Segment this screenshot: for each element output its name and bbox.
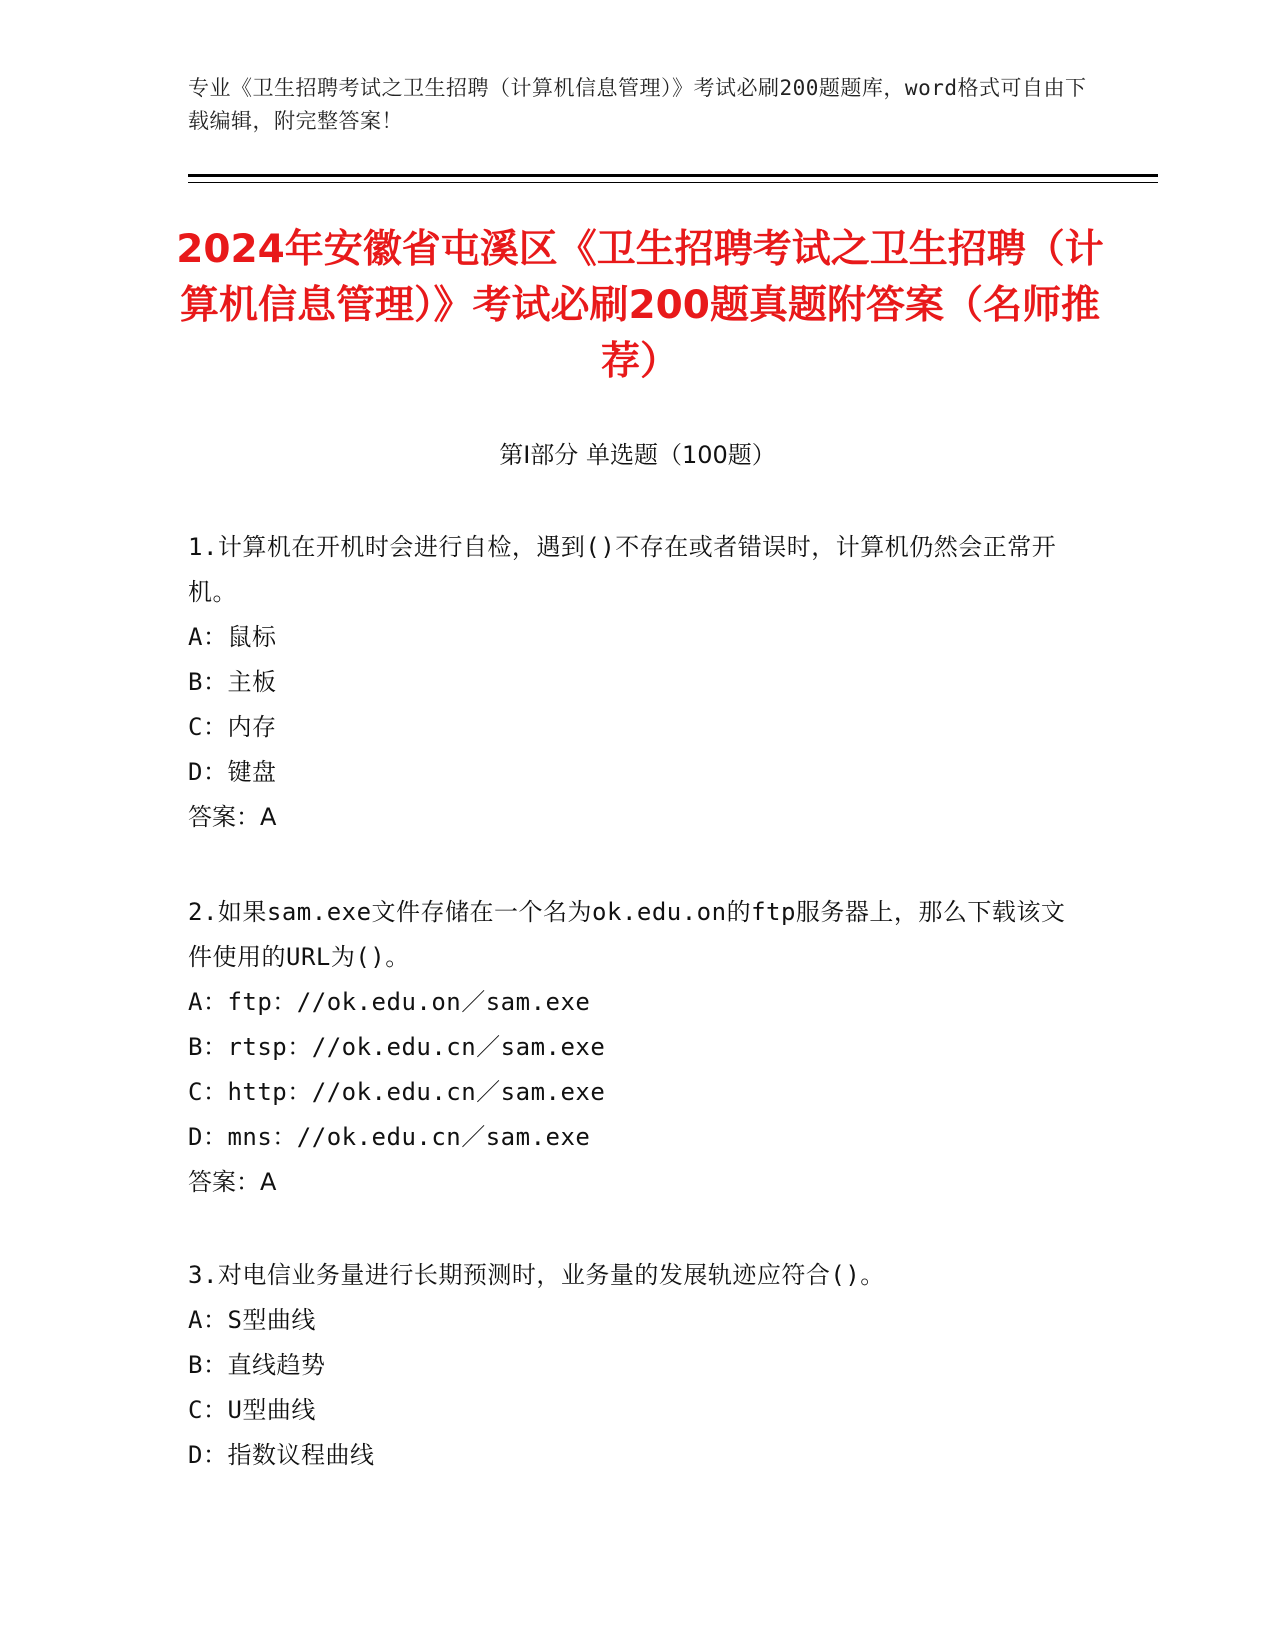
question-1 [188,525,1068,840]
option-b: B：主板 [188,668,277,696]
question-stem: 1.计算机在开机时会进行自检，遇到()不存在或者错误时，计算机仍然会正常开机。 [188,533,1057,606]
answer: 答案：A [188,803,277,831]
header-note: 专业《卫生招聘考试之卫生招聘（计算机信息管理）》考试必刷200题题库，word格式可自由下载编辑，附完整答案！ [188,76,1087,133]
header-divider-thick [188,174,1158,177]
option-b: B：rtsp：//ok.edu.cn／sam.exe [188,1033,606,1061]
question-stem: 2.如果sam.exe文件存储在一个名为ok.edu.on的ftp服务器上，那么下载该文件使用的URL为()。 [188,898,1066,971]
option-c: C：内存 [188,713,277,741]
question-3 [188,1253,1068,1478]
option-c: C：U型曲线 [188,1396,316,1424]
option-d: D：键盘 [188,758,277,786]
question-2 [188,890,1068,1205]
option-a: A：ftp：//ok.edu.on／sam.exe [188,988,591,1016]
option-d: D：指数议程曲线 [188,1441,375,1469]
option-a: A：鼠标 [188,623,277,651]
header-divider-thin [188,182,1158,183]
section-title: 第Ⅰ部分 单选题（100题） [499,441,776,469]
option-c: C：http：//ok.edu.cn／sam.exe [188,1078,606,1106]
document-title: 2024年安徽省屯溪区《卫生招聘考试之卫生招聘（计算机信息管理）》考试必刷200题真题附答案（名师推荐） [176,227,1104,384]
option-b: B：直线趋势 [188,1351,326,1379]
question-stem: 3.对电信业务量进行长期预测时，业务量的发展轨迹应符合()。 [188,1261,885,1289]
option-d: D：mns：//ok.edu.cn／sam.exe [188,1123,591,1151]
option-a: A：S型曲线 [188,1306,316,1334]
answer: 答案：A [188,1168,277,1196]
